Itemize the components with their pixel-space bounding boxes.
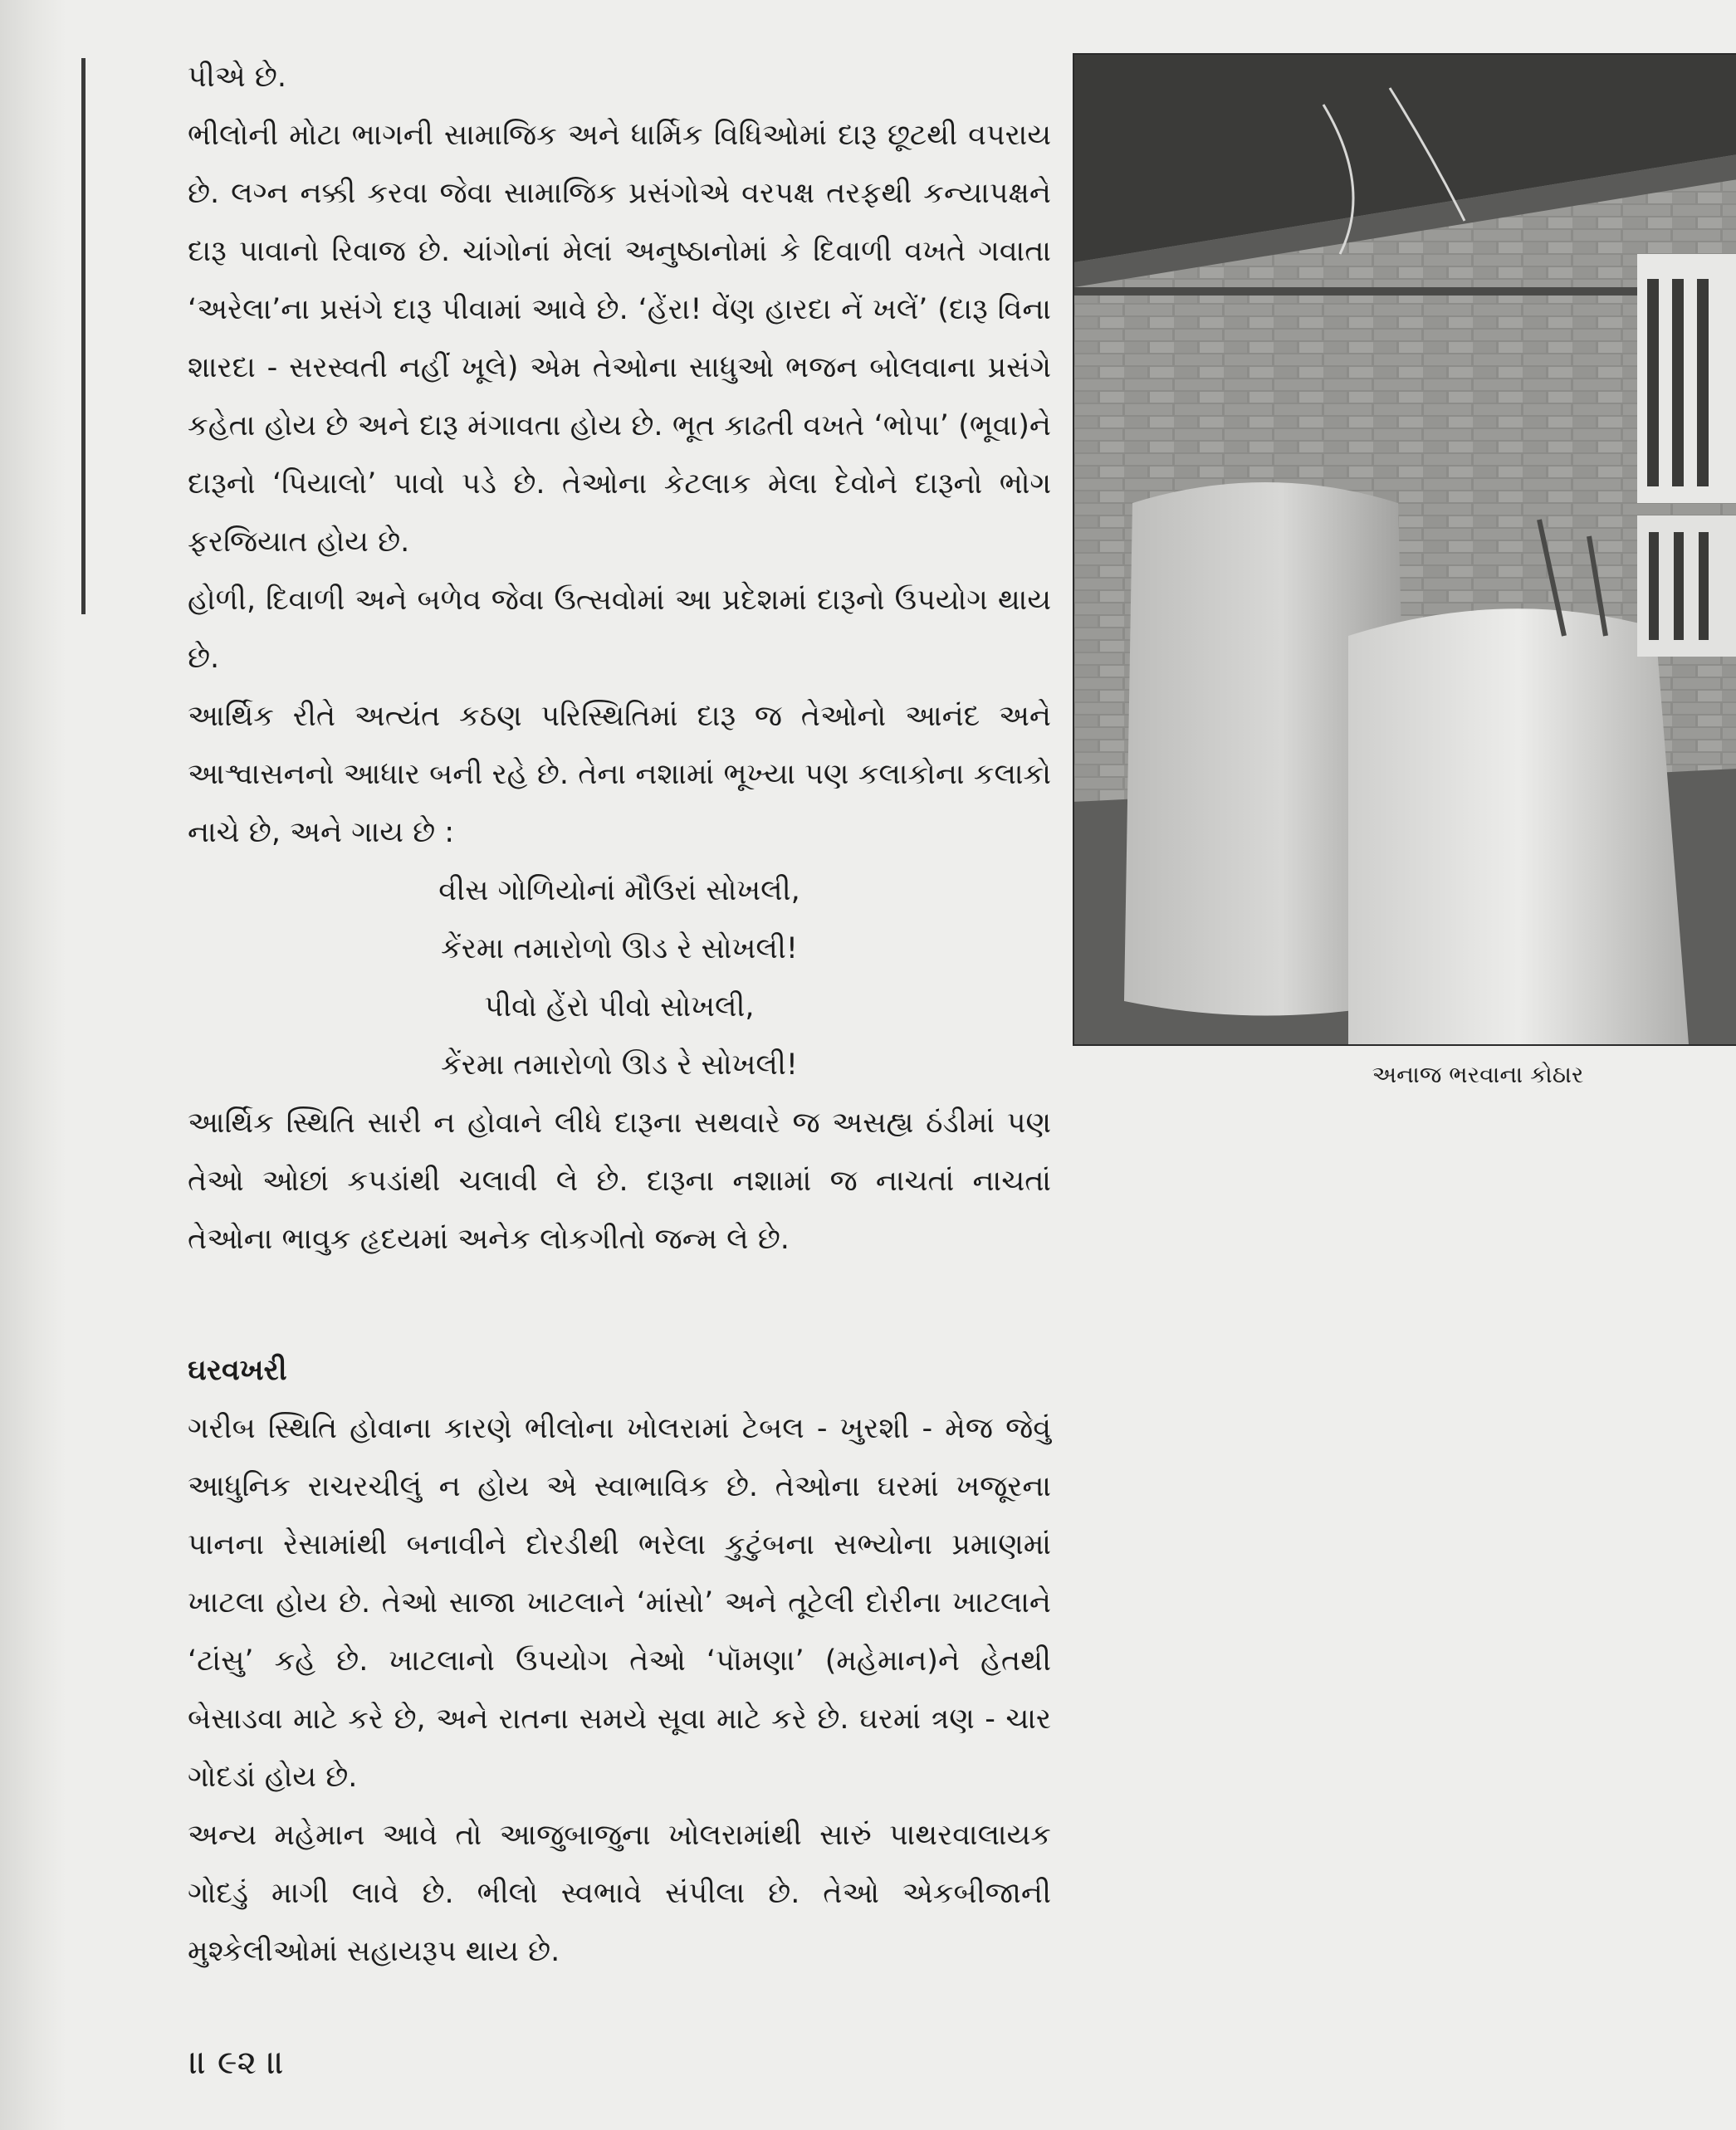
paragraph-cold-weather: આર્થિક સ્થિતિ સારી ન હોવાને લીધે દારૂના સથવારે જ અસહ્ય ઠંડીમાં પણ તેઓ ઓછાં કપડાંથી ચલાવી લે છે. દારૂના નશામાં જ નાચતાં નાચતાં તેઓના ભાવુક હૃદયમાં અનેક લોકગીતો જન્મ લે છે. <box>188 1107 1051 1256</box>
paragraph-furniture: ગરીબ સ્થિતિ હોવાના કારણે ભીલોના ખોલરામાં ટેબલ - ખુરશી - મેજ જેવું આધુનિક રાચરચીલું ન હોય એ સ્વાભાવિક છે. તેઓના ઘરમાં ખજૂરના પાનના રેસામાંથી બનાવીને દોરડીથી ભરેલા કુટુંબના સભ્યોના પ્રમાણમાં ખાટલા હોય છે. તેઓ સાજા ખાટલાને ‘માંસો’ અને તૂટેલી દોરીના ખાટલાને ‘ટાંસુ’ કહે છે. ખાટલાનો ઉપયોગ તેઓ ‘પૉમણા’ (મહેમાન)ને હેતથી બેસાડવા માટે કરે છે, અને રાતના સમયે સૂવા માટે કરે છે. ઘરમાં ત્રણ - ચાર ગોદડાં હોય છે. <box>188 1412 1051 1794</box>
page-gutter-shadow <box>0 0 66 2130</box>
paragraph-guests: અન્ય મહેમાન આવે તો આજુબાજુના ખોલરામાંથી સારું પાથરવાલાયક ગોદડું માગી લાવે છે. ભીલો સ્વભાવે સંપીલા છે. તેઓ એકબીજાની મુશ્કેલીઓમાં સહાયરૂપ થાય છે. <box>188 1819 1051 1968</box>
paragraph-festivals: હોળી, દિવાળી અને બળેવ જેવા ઉત્સવોમાં આ પ્રદેશમાં દારૂનો ઉપયોગ થાય છે. <box>188 584 1051 675</box>
paragraph-continuation: પીએ છે. <box>188 61 286 94</box>
page-number: ॥ ૯૨ ॥ <box>189 2044 285 2082</box>
binding-edge-line <box>81 58 86 614</box>
folk-song-verse <box>188 862 1051 1094</box>
section-heading-household-goods: ઘરવખરી <box>188 1354 287 1387</box>
verse-line: કેંરમા તમારોળો ઊડ રે સોખલી! <box>441 1048 798 1082</box>
verse-line: વીસ ગોળિયોનાં મૌઉરાં સોખલી, <box>438 874 800 907</box>
verse-line: પીવો હેંરો પીવો સોખલી, <box>484 990 755 1023</box>
verse-line: કેંરમા તમારોળો ઊડ રે સોખલી! <box>441 932 798 965</box>
photo-caption: અનાજ ભરવાના કોઠાર <box>1372 1061 1584 1088</box>
grain-storage-photo <box>1073 53 1736 1046</box>
paragraph-economic-hardship: આર્થિક રીતે અત્યંત કઠણ પરિસ્થિતિમાં દારૂ જ તેઓનો આનંદ અને આશ્વાસનનો આધાર બની રહે છે. તેના નશામાં ભૂખ્યા પણ કલાકોના કલાકો નાચે છે, અને ગાય છે : <box>188 700 1051 849</box>
main-text-column <box>188 48 1051 1981</box>
paragraph-liquor-rituals: ભીલોની મોટા ભાગની સામાજિક અને ધાર્મિક વિધિઓમાં દારૂ છૂટથી વપરાય છે. લગ્ન નક્કી કરવા જેવા સામાજિક પ્રસંગોએ વરપક્ષ તરફથી કન્યાપક્ષને દારૂ પાવાનો રિવાજ છે. ચાંગોનાં મેલાં અનુષ્ઠાનોમાં કે દિવાળી વખતે ગવાતા ‘અરેલા’ના પ્રસંગે દારૂ પીવામાં આવે છે. ‘હેંરા! વેંણ હારદા નેં ખલેં’ (દારૂ વિના શારદા - સરસ્વતી નહીં ખૂલે) એમ તેઓના સાધુઓ ભજન બોલવાના પ્રસંગે કહેતા હોય છે અને દારૂ મંગાવતા હોય છે. ભૂત કાઢતી વખતે ‘ભોપા’ (ભૂવા)ને દારૂનો ‘પિયાલો’ પાવો પડે છે. તેઓના કેટલાક મેલા દેવોને દારૂનો ભોગ ફરજિયાત હોય છે. <box>188 119 1051 559</box>
